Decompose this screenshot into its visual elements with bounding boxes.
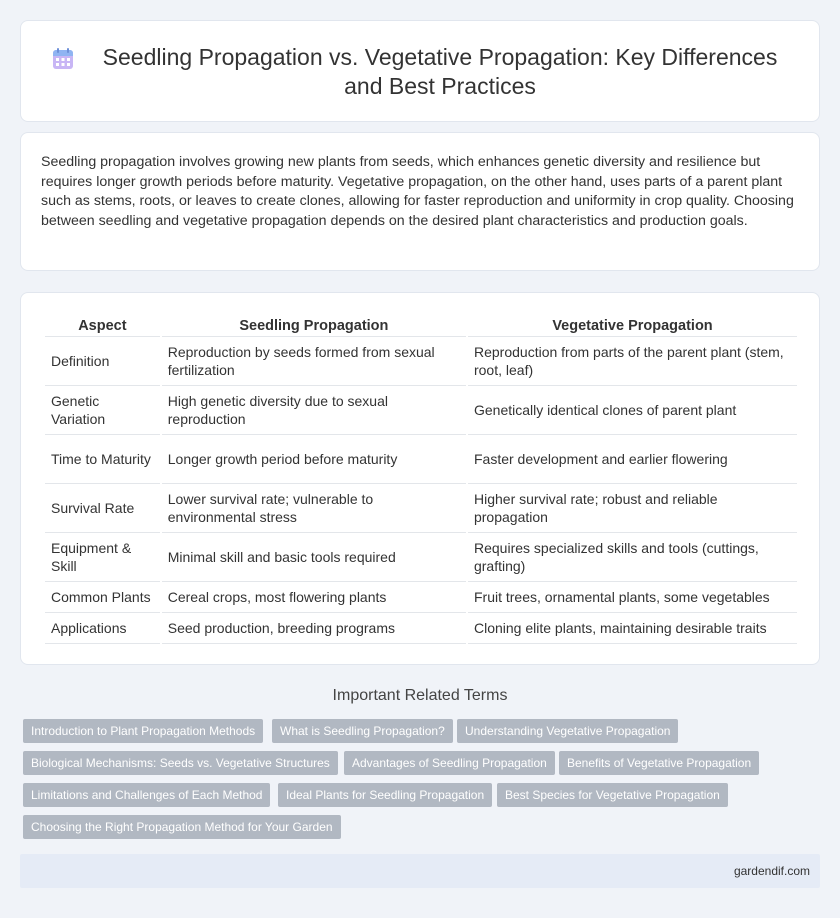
related-tag[interactable]: Best Species for Vegetative Propagation (497, 783, 728, 807)
related-tag[interactable]: Understanding Vegetative Propagation (457, 719, 678, 743)
header-vegetative: Vegetative Propagation (468, 315, 797, 337)
row-aspect: Survival Rate (45, 484, 160, 533)
row-seedling: Lower survival rate; vulnerable to environmental stress (162, 484, 466, 533)
row-aspect: Time to Maturity (45, 435, 160, 484)
related-tag[interactable]: Ideal Plants for Seedling Propagation (278, 783, 492, 807)
row-vegetative: Reproduction from parts of the parent plant (stem, root, leaf) (468, 337, 797, 386)
related-tag[interactable]: Biological Mechanisms: Seeds vs. Vegetative Structures (23, 751, 338, 775)
row-aspect: Common Plants (45, 582, 160, 613)
row-seedling: High genetic diversity due to sexual reproduction (162, 386, 466, 435)
header-seedling: Seedling Propagation (162, 315, 466, 337)
related-tag[interactable]: Introduction to Plant Propagation Methods (23, 719, 263, 743)
related-tag[interactable]: Advantages of Seedling Propagation (344, 751, 555, 775)
header-aspect: Aspect (45, 315, 160, 337)
table-row (45, 613, 797, 644)
related-tag[interactable]: Choosing the Right Propagation Method for Your Garden (23, 815, 341, 839)
row-aspect: Definition (45, 337, 160, 386)
intro-card (20, 132, 820, 271)
table-row (45, 484, 797, 533)
row-seedling: Longer growth period before maturity (162, 435, 466, 484)
row-seedling: Seed production, breeding programs (162, 613, 466, 644)
footer-site[interactable]: gardendif.com (733, 864, 810, 878)
related-tag[interactable]: Benefits of Vegetative Propagation (559, 751, 759, 775)
row-vegetative: Genetically identical clones of parent plant (468, 386, 797, 435)
row-seedling: Cereal crops, most flowering plants (162, 582, 466, 613)
table-header-row (45, 315, 797, 337)
footer (20, 854, 820, 888)
row-vegetative: Fruit trees, ornamental plants, some vegetables (468, 582, 797, 613)
intro-paragraph: Seedling propagation involves growing new plants from seeds, which enhances genetic diversity and resilience but requires longer growth periods before maturity. Vegetative propagation, on the other hand, uses parts of a parent plant such as stems, roots, or leaves to create clones, allowing for faster reproduction and uniformity in crop quality. Choosing between seedling and vegetative propagation depends on the desired plant characteristics and production goals. (41, 154, 794, 229)
table-row (45, 386, 797, 435)
row-seedling: Reproduction by seeds formed from sexual fertilization (162, 337, 466, 386)
related-tag[interactable]: What is Seedling Propagation? (272, 719, 453, 743)
related-terms-title: Important Related Terms (332, 687, 508, 704)
table-row (45, 435, 797, 484)
row-vegetative: Higher survival rate; robust and reliable propagation (468, 484, 797, 533)
page-title: Seedling Propagation vs. Vegetative Propagation: Key Differences and Best Practices (102, 44, 778, 99)
title-card (20, 20, 820, 122)
row-aspect: Genetic Variation (45, 386, 160, 435)
row-seedling: Minimal skill and basic tools required (162, 533, 466, 582)
related-tag[interactable]: Limitations and Challenges of Each Method (23, 783, 270, 807)
table-row (45, 533, 797, 582)
row-vegetative: Cloning elite plants, maintaining desirable traits (468, 613, 797, 644)
table-row (45, 582, 797, 613)
row-vegetative: Requires specialized skills and tools (cuttings, grafting) (468, 533, 797, 582)
row-vegetative: Faster development and earlier flowering (468, 435, 797, 484)
table-row (45, 337, 797, 386)
row-aspect: Applications (45, 613, 160, 644)
comparison-card (20, 292, 820, 665)
row-aspect: Equipment & Skill (45, 533, 160, 582)
comparison-table (43, 315, 799, 644)
